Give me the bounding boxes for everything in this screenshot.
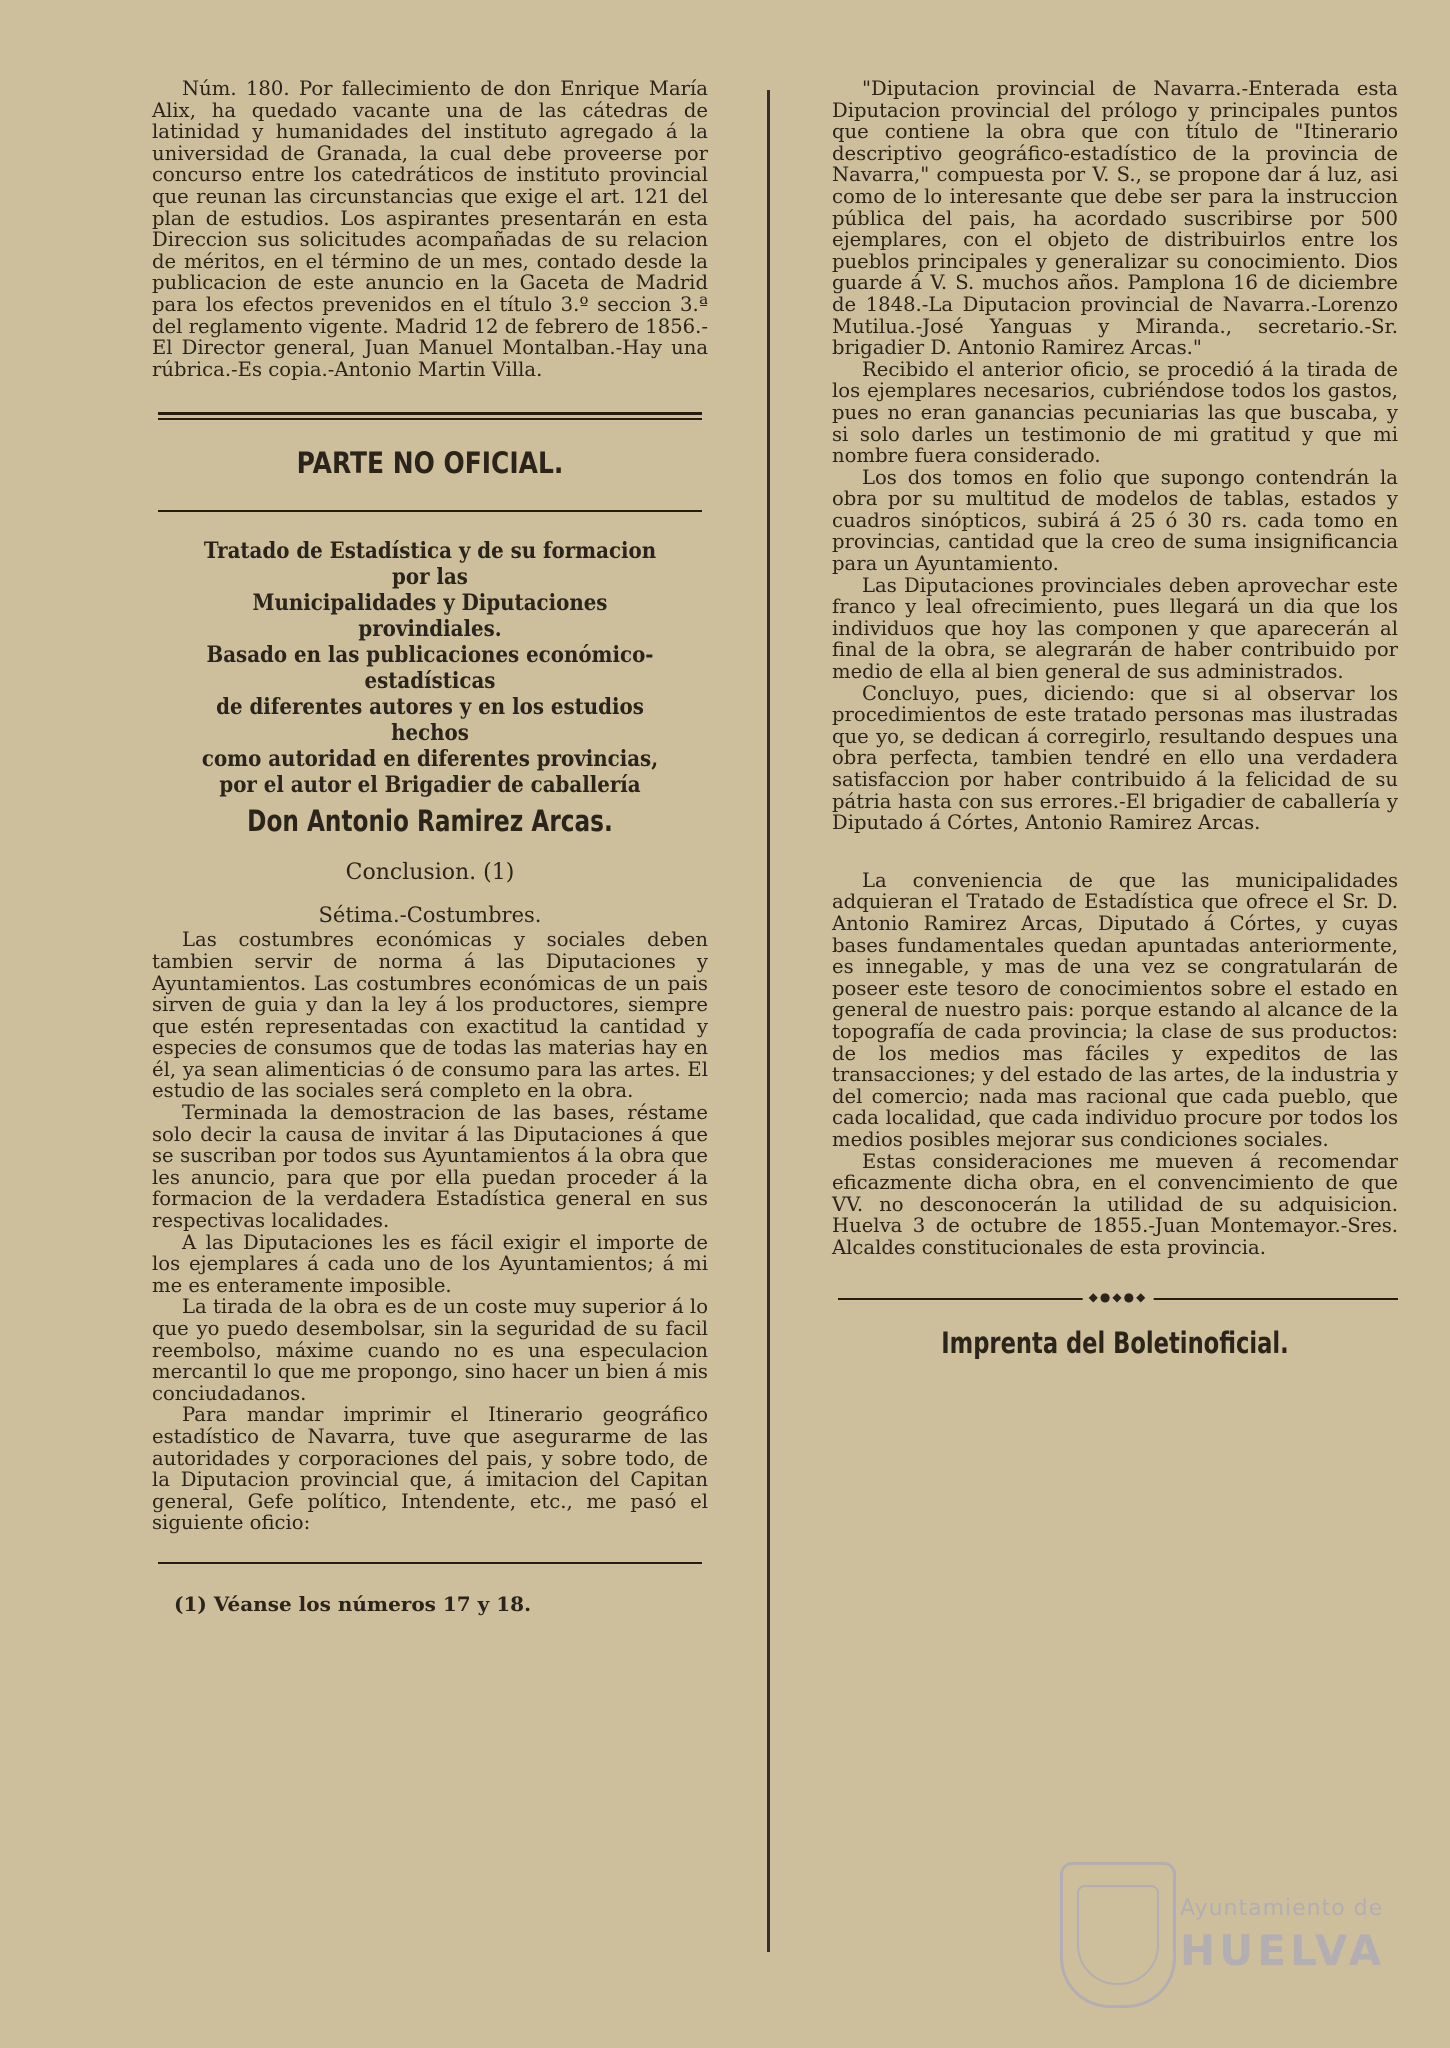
title-line: de diferentes autores y en los estudios hechos — [216, 694, 644, 747]
recommendation-paragraph: Estas consideraciones me mueven á recomendar eficazmente dicha obra, en el convencimiento de que VV. no desconocerán la utilidad de su adquisicion. Huelva 3 de octubre de 1855.-Juan Montemayor.-Sres. Alcaldes constitucionales de esta provincia. — [832, 1149, 1398, 1259]
footnote-rule — [158, 1562, 702, 1564]
paragraph: Los dos tomos en folio que supongo contendrán la obra por su multitud de modelos de tablas, estados y cuadros sinópticos, subirá á 25 ó 30 rs. cada tomo en provincias, cantidad que la creo de suma insignificancia para un Ayuntamiento. — [832, 465, 1398, 576]
quoted-letter: "Diputacion provincial de Navarra.-Enterada esta Diputacion provincial del prólogo y principales puntos que contiene la obra que con título de "Itinerario descriptivo geográfico-estadístico de la provincia de Navarra," compuesta por V. S., se propone dar á luz, asi como de lo interesante que debe ser para la instruccion pública del pais, ha acordado suscribirse por 500 ejemplares, con el objeto de distribuirlos entre los pueblos principales y generalizar su conocimiento. Dios guarde á V. S. muchos años. Pamplona 16 de diciembre de 1848.-La Diputacion provincial de Navarra.-Lorenzo Mutilua.-José Yanguas y Miranda., secretario.-Sr. brigadier D. Antonio Ramirez Arcas." — [832, 77, 1398, 360]
paragraph: La tirada de la obra es de un coste muy superior á lo que yo puedo desembolsar, sin la seguridad de su facil reembolso, máxime cuando no es una especulacion mercantil lo que me propongo, sino hacer un bien á mis conciudadanos. — [152, 1295, 708, 1405]
paragraph: Terminada la demostracion de las bases, réstame solo decir la causa de invitar á las Diputaciones á que se suscriban por todos sus Ayuntamientos á la obra que les anuncio, para que por ella puedan proceder á la formacion de la verdadera Estadística general en sus respectivas localidades. — [152, 1101, 708, 1233]
right-column — [832, 78, 1398, 1360]
conclusion-heading: Conclusion. (1) — [345, 860, 515, 886]
title-line: Basado en las publicaciones económico-estadísticas — [206, 642, 654, 695]
ornamental-rule — [838, 1290, 1398, 1305]
announcement-180: Núm. 180. Por fallecimiento de don Enrique María Alix, ha quedado vacante una de las cátedras de latinidad y humanidades del instituto agregado á la universidad de Granada, la cual debe proveerse por concurso entre los catedráticos de instituto provincial que reunan las circunstancias que exige el art. 121 del plan de estudios. Los aspirantes presentarán en esta Direccion sus solicitudes acompañadas de su relacion de méritos, en el término de un mes, contado desde la publicacion de este anuncio en la Gaceta de Madrid para los efectos prevenidos en el título 3.º seccion 3.ª del reglamento vigente. Madrid 12 de febrero de 1856.-El Director general, Juan Manuel Montalban.-Hay una rúbrica.-Es copia.-Antonio Martin Villa. — [152, 77, 708, 381]
recommendation-paragraph: La conveniencia de que las municipalidades adquieran el Tratado de Estadística que ofrece el Sr. D. Antonio Ramirez Arcas, Diputado á Córtes, y cuyas bases fundamentales quedan apuntadas anteriormente, es innegable, y mas de una vez se congratularán de poseer este tesoro de conocimientos sobre el estado en general de nuestro pais: porque estando al alcance de la topografía de cada provincia; la clase de sus productos: de los medios mas fáciles y expeditos de las transacciones; y del estado de las artes, de la industria y del comercio; nada mas racional que cada pueblo, que cada localidad, que cada individuo procure por todos los medios posibles mejorar sus condiciones sociales. — [832, 868, 1398, 1151]
section-heading: PARTE NO OFICIAL. — [296, 446, 564, 481]
article-author: Don Antonio Ramirez Arcas. — [247, 804, 613, 839]
paragraph: Para mandar imprimir el Itinerario geográfico estadístico de Navarra, tuve que asegurarme de las autoridades y corporaciones del pais, y sobre todo, de la Diputacion provincial que, á imitacion del Capitan general, Gefe político, Intendente, etc., me pasó el siguiente oficio: — [152, 1403, 708, 1535]
paragraph: Las costumbres económicas y sociales deben tambien servir de norma á las Diputaciones y Ayuntamientos. Las costumbres económicas de un pais sirven de guia y dan la ley á los productores, siempre que estén representadas con exactitud la cantidad y especies de consumos que de todas las materias hay en él, ya sean alimenticias ó de consumo para las artes. El estudio de las sociales será completo en la obra. — [152, 928, 708, 1103]
left-column — [152, 78, 708, 1616]
footnote: (1) Véanse los números 17 y 18. — [174, 1591, 532, 1616]
crest-icon — [1060, 1862, 1176, 2008]
watermark-line2: HUELVA — [1180, 1926, 1386, 1975]
column-divider — [767, 90, 770, 1952]
ornament-icon: ◆●◆●◆ — [1083, 1290, 1154, 1304]
subsection-heading: Sétima.-Costumbres. — [318, 903, 542, 928]
title-line: como autoridad en diferentes provincias, — [201, 746, 659, 773]
paragraph: Concluyo, pues, diciendo: que si al observar los procedimientos de este tratado personas mas ilustradas que yo, se dedican á corregirlo, resultando despues una obra perfecta, tambien tendré en ello una verdadera satisfaccion por haber contribuido á la felicidad de su pátria hasta con sus errores.-El brigadier de caballería y Diputado á Córtes, Antonio Ramirez Arcas. — [832, 681, 1398, 835]
watermark-line1: Ayuntamiento de — [1180, 1896, 1384, 1921]
paragraph: Recibido el anterior oficio, se procedió á la tirada de los ejemplares necesarios, cubriéndose todos los gastos, pues no eran ganancias pecuniarias las que buscaba, y si solo darles un testimonio de mi gratitud y que mi nombre fuera considerado. — [832, 357, 1398, 468]
rule-divider — [158, 510, 702, 512]
article-title — [152, 538, 708, 798]
archive-watermark — [1060, 1860, 1420, 2010]
paragraph: Las Diputaciones provinciales deben aprovechar este franco y leal ofrecimiento, pues llegará un dia que los individuos que hoy las componen y que aparecerán al final de la obra, se alegrarán de haber contribuido por medio de ella al bien general de sus administrados. — [832, 573, 1398, 684]
title-line: Tratado de Estadística y de su formacion por las — [203, 538, 657, 591]
printer-imprint: Imprenta del Boletinoficial. — [941, 1326, 1289, 1361]
title-line: Municipalidades y Diputaciones provindiales. — [252, 590, 608, 643]
title-line: por el autor el Brigadier de caballería — [219, 772, 641, 799]
double-rule-divider — [158, 412, 702, 420]
paragraph: A las Diputaciones les es fácil exigir el importe de los ejemplares á cada uno de los Ayuntamientos; á mi me es enteramente imposible. — [152, 1230, 708, 1297]
